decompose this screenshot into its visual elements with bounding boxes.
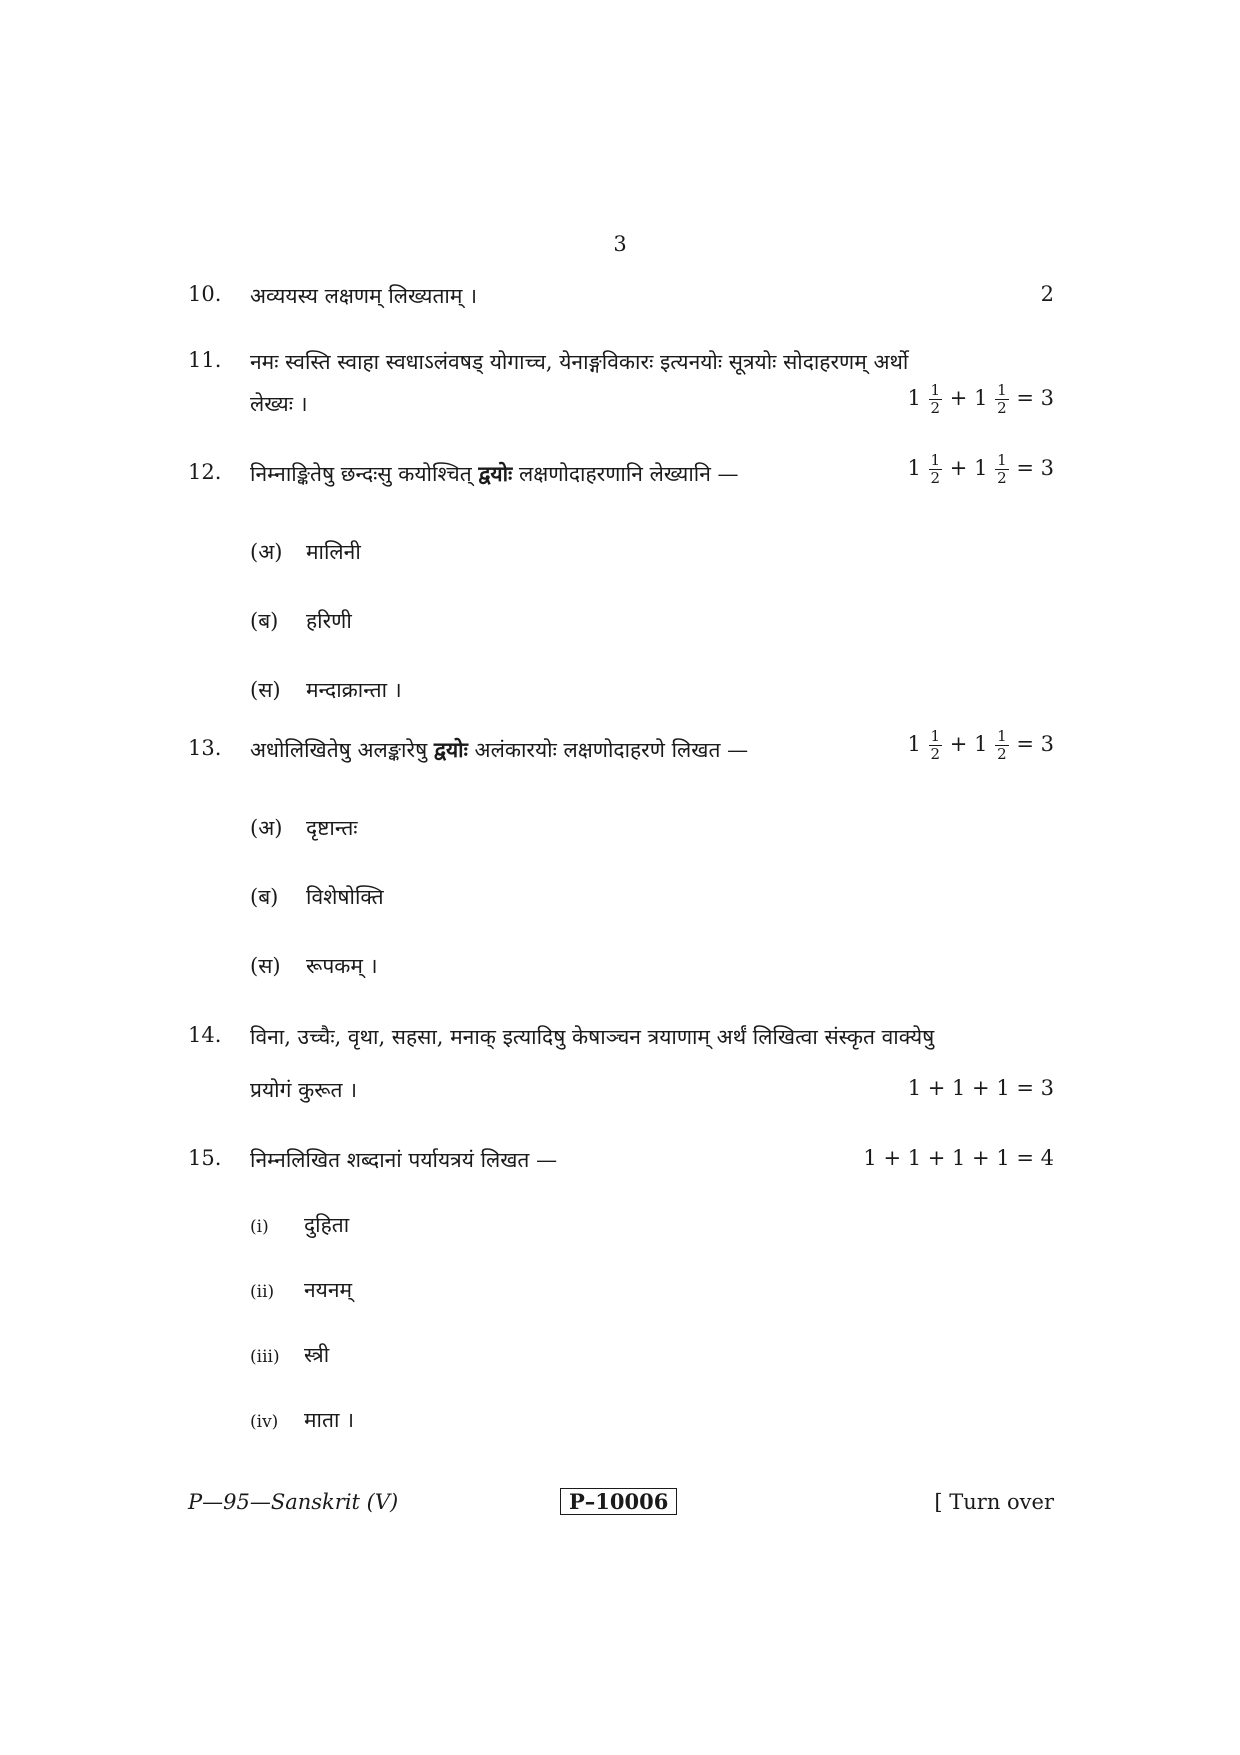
question-number: 13. xyxy=(188,736,222,760)
option-iv: (iv) माता । xyxy=(250,1408,355,1432)
turn-over-note: [ Turn over xyxy=(934,1490,1054,1514)
option-a: (अ) दृष्टान्तः xyxy=(250,816,358,840)
question-number: 15. xyxy=(188,1146,222,1170)
question-text: अधोलिखितेषु अलङ्कारेषु द्वयोः अलंकारयोः लक्षणोदाहरणे लिखत — xyxy=(250,737,749,762)
marks: 2 xyxy=(1040,282,1054,306)
question-text-continued: लेख्यः । xyxy=(250,392,308,416)
option-b: (ब) हरिणी xyxy=(250,609,352,633)
option-ii: (ii) नयनम् xyxy=(250,1278,353,1302)
option-i: (i) दुहिता xyxy=(250,1213,350,1237)
question-text-continued: प्रयोगं कुरूत । xyxy=(250,1078,358,1102)
marks: 1 + 1 + 1 = 3 xyxy=(907,1076,1054,1100)
option-iii: (iii) स्त्री xyxy=(250,1343,330,1367)
marks: 1 $\frac{1}{2}$ + 1 $\frac{1}{2}$ = 3 xyxy=(907,727,1054,763)
marks: 1 $\frac{1}{2}$ + 1 $\frac{1}{2}$ = 3 xyxy=(907,451,1054,487)
question-text: निम्नलिखित शब्दानां पर्यायत्रयं लिखत — xyxy=(250,1148,558,1172)
option-b: (ब) विशेषोक्ति xyxy=(250,885,384,909)
question-text: नमः स्वस्ति स्वाहा स्वधाऽलंवषड् योगाच्च, येनाङ्गविकारः इत्यनयोः सूत्रयोः सोदाहरणम् अर्थो xyxy=(250,350,909,374)
question-text: विना, उच्चैः, वृथा, सहसा, मनाक् इत्यादिषु केषाञ्चन त्रयाणाम् अर्थं लिखित्वा संस्कृत वाक्येषु xyxy=(250,1025,935,1049)
option-a: (अ) मालिनी xyxy=(250,540,361,564)
option-c: (स) मन्दाक्रान्ता । xyxy=(250,678,402,702)
marks: 1 + 1 + 1 + 1 = 4 xyxy=(863,1146,1054,1170)
question-text: अव्ययस्य लक्षणम् लिख्यताम् । xyxy=(250,284,478,308)
footer xyxy=(188,1490,1054,1522)
question-number: 14. xyxy=(188,1023,222,1047)
marks: 1 $\frac{1}{2}$ + 1 $\frac{1}{2}$ = 3 xyxy=(907,381,1054,417)
question-number: 10. xyxy=(188,282,222,306)
paper-id-box: P–10006 xyxy=(560,1488,677,1515)
question-number: 11. xyxy=(188,348,222,372)
question-text: निम्नाङ्कितेषु छन्दःसु कयोश्चित् द्वयोः लक्षणोदाहरणानि लेख्यानि — xyxy=(250,461,739,486)
paper-code: P—95—Sanskrit (V) xyxy=(188,1490,399,1514)
question-number: 12. xyxy=(188,460,222,484)
option-c: (स) रूपकम् । xyxy=(250,954,378,978)
page-number: 3 xyxy=(613,232,627,256)
